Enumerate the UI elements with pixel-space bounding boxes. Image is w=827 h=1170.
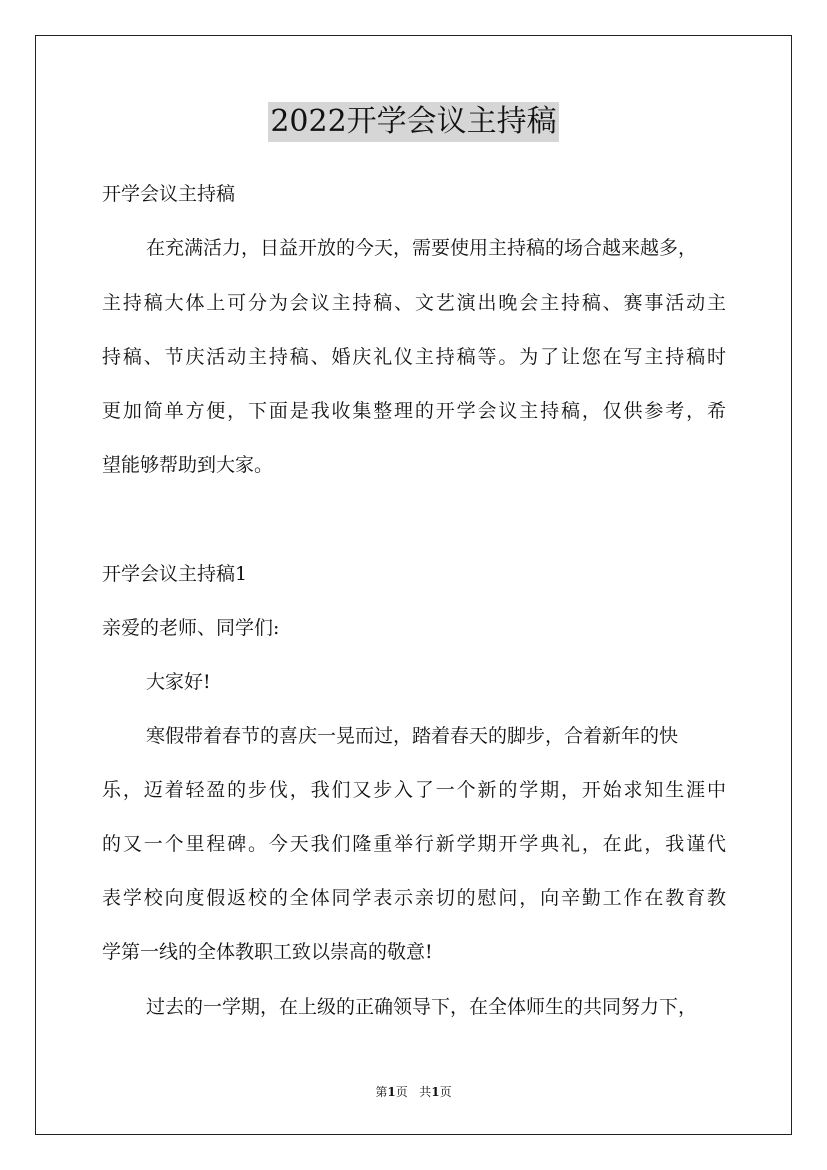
intro-line-1: 在充满活力，日益开放的今天，需要使用主持稿的场合越来越多， (146, 237, 698, 259)
page-footer (0, 1084, 827, 1100)
salutation: 亲爱的老师、同学们: (102, 617, 280, 639)
para1-line-4: 表学校向度假返校的全体同学表示亲切的慰问，向辛勤工作在教育教 (102, 887, 726, 909)
footer-total-suffix: 页 (439, 1085, 452, 1099)
title-container (0, 102, 827, 142)
para2-line-1: 过去的一学期，在上级的正确领导下，在全体师生的共同努力下， (146, 996, 698, 1018)
section-heading: 开学会议主持稿1 (102, 563, 248, 585)
para1-line-1: 寒假带着春节的喜庆一晃而过，踏着春天的脚步，合着新年的快 (146, 725, 679, 747)
intro-line-2: 主持稿大体上可分为会议主持稿、文艺演出晚会主持稿、赛事活动主 (102, 292, 726, 314)
footer-total-prefix: 共 (419, 1085, 432, 1099)
intro-line-5: 望能够帮助到大家。 (102, 454, 274, 476)
intro-line-4: 更加简单方便，下面是我收集整理的开学会议主持稿，仅供参考，希 (102, 400, 726, 422)
footer-page-prefix: 第 (375, 1085, 388, 1099)
footer-page-suffix: 页 (395, 1085, 408, 1099)
para1-line-3: 的又一个里程碑。今天我们隆重举行新学期开学典礼，在此，我谨代 (102, 833, 726, 855)
footer-page-number: 1 (387, 1085, 396, 1099)
footer-total-number: 1 (431, 1085, 440, 1099)
intro-line-3: 持稿、节庆活动主持稿、婚庆礼仪主持稿等。为了让您在写主持稿时 (102, 346, 726, 368)
para1-line-2: 乐，迈着轻盈的步伐，我们又步入了一个新的学期，开始求知生涯中 (102, 779, 726, 801)
para1-line-5: 学第一线的全体教职工致以崇高的敬意! (102, 941, 433, 963)
document-title: 2022开学会议主持稿 (268, 102, 558, 142)
greeting: 大家好! (146, 671, 211, 693)
document-subtitle: 开学会议主持稿 (102, 183, 236, 205)
